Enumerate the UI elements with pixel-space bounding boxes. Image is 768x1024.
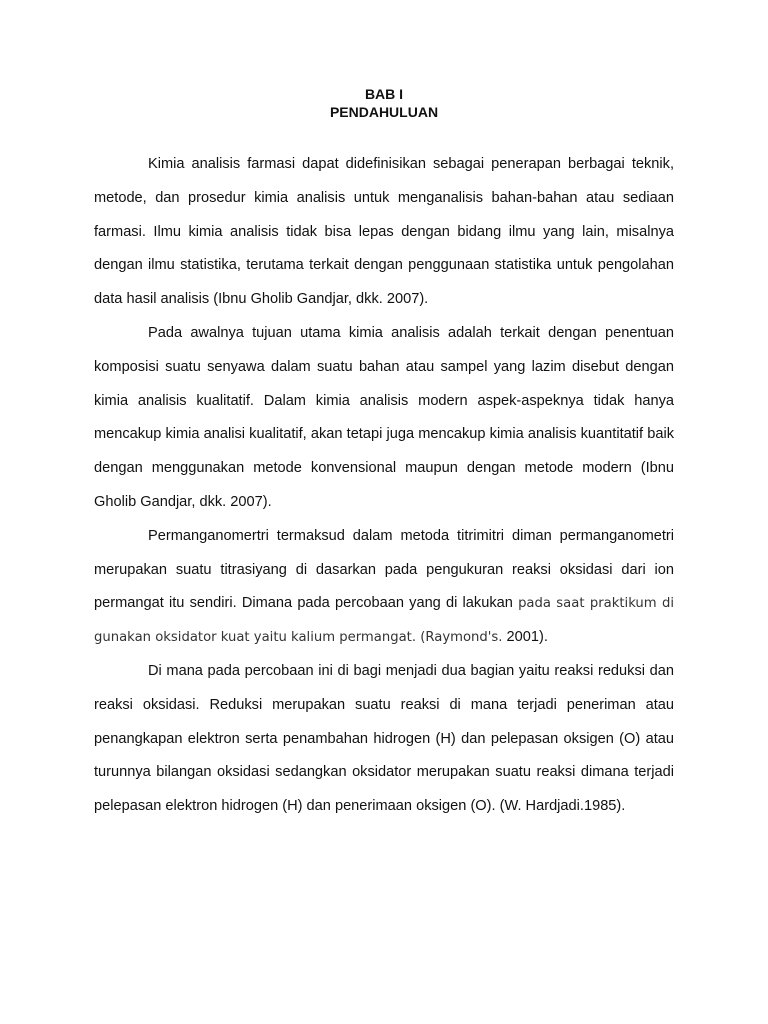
paragraph-3-alt-font-segment: pada saat praktikum di gunakan oksidator kuat yaitu kalium permangat. (Raymond's.	[94, 596, 674, 646]
chapter-title: PENDAHULUAN	[329, 104, 439, 120]
document-body	[94, 148, 674, 824]
paragraph-4: Di mana pada percobaan ini di bagi menjadi dua bagian yaitu reaksi reduksi dan reaksi oksidasi. Reduksi merupakan suatu reaksi di mana terjadi peneriman atau penangkapan elektron serta penambahan hidrogen (H) dan pelepasan oksigen (O) atau turunnya bilangan oksidasi sedangkan oksidator merupakan suatu reaksi dimana terjadi pelepasan elektron hidrogen (H) dan penerimaan oksigen (O). (W. Hardjadi.1985).	[94, 662, 674, 815]
paragraph-3	[94, 520, 674, 655]
chapter-number: BAB I	[364, 86, 404, 102]
paragraph-3-end: 2001).	[502, 629, 548, 646]
paragraph-1: Kimia analisis farmasi dapat didefinisikan sebagai penerapan berbagai teknik, metode, dan prosedur kimia analisis untuk menganalisis bahan-bahan atau sediaan farmasi. Ilmu kimia analisis tidak bisa lepas dengan bidang ilmu yang lain, misalnya dengan ilmu statistika, terutama terkait dengan penggunaan statistika untuk pengolahan data hasil analisis (Ibnu Gholib Gandjar, dkk. 2007).	[94, 156, 674, 308]
paragraph-2: Pada awalnya tujuan utama kimia analisis adalah terkait dengan penentuan komposisi suatu senyawa dalam suatu bahan atau sampel yang lazim disebut dengan kimia analisis kualitatif. Dalam kimia analisis modern aspek-aspeknya tidak hanya mencakup kimia analisi kualitatif, akan tetapi juga mencakup kimia analisis kuantitatif baik dengan menggunakan metode konvensional maupun dengan metode modern (Ibnu Gholib Gandjar, dkk. 2007).	[94, 324, 674, 510]
paragraph-3-main: Permanganomertri termaksud dalam metoda titrimitri diman permanganometri merupakan suatu titrasiyang di dasarkan pada pengukuran reaksi oksidasi dari ion permangat itu sendiri. Dimana pada percobaan yang di lakukan	[94, 527, 674, 612]
